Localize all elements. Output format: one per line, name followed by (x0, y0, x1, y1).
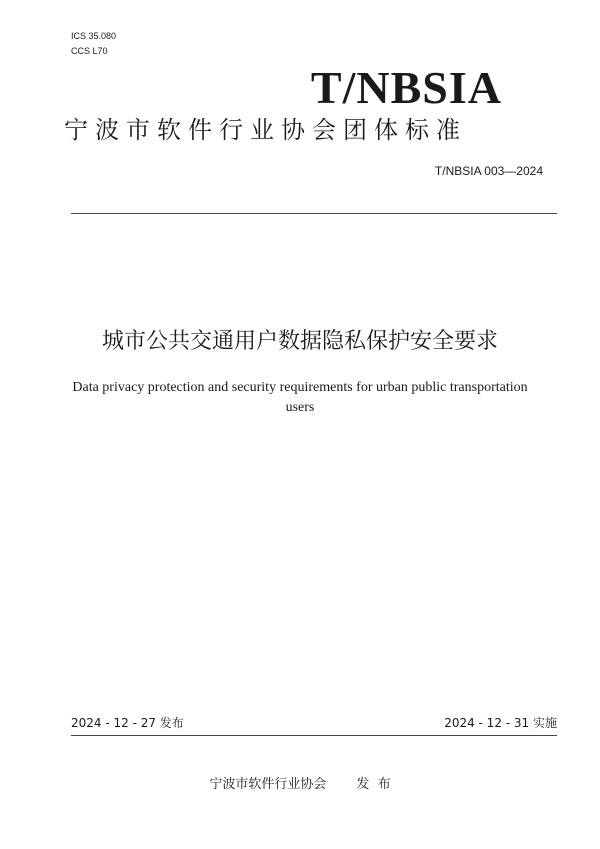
publish-date: 2024 - 12 - 27 发布 (71, 716, 184, 730)
publisher-line (0, 776, 600, 794)
standard-number: T/NBSIA 003—2024 (434, 164, 543, 178)
title-en-line-2: users (285, 400, 315, 415)
publish-action: 发 布 (356, 777, 391, 792)
ics-code: ICS 35.080 (71, 31, 117, 41)
organization-standard-title: 宁波市软件行业协会团体标准 (64, 116, 467, 144)
publisher-name: 宁波市软件行业协会 (209, 777, 327, 792)
implementation-date: 2024 - 12 - 31 实施 (444, 716, 557, 730)
ccs-code: CCS L70 (71, 46, 108, 56)
header-divider (71, 213, 557, 214)
document-title-en (60, 378, 540, 418)
footer-divider (71, 735, 557, 736)
title-en-line-1: Data privacy protection and security requirements for urban public transportation (72, 380, 528, 395)
standard-brand: T/NBSIA (310, 62, 502, 113)
document-title-zh: 城市公共交通用户数据隐私保护安全要求 (101, 329, 498, 354)
